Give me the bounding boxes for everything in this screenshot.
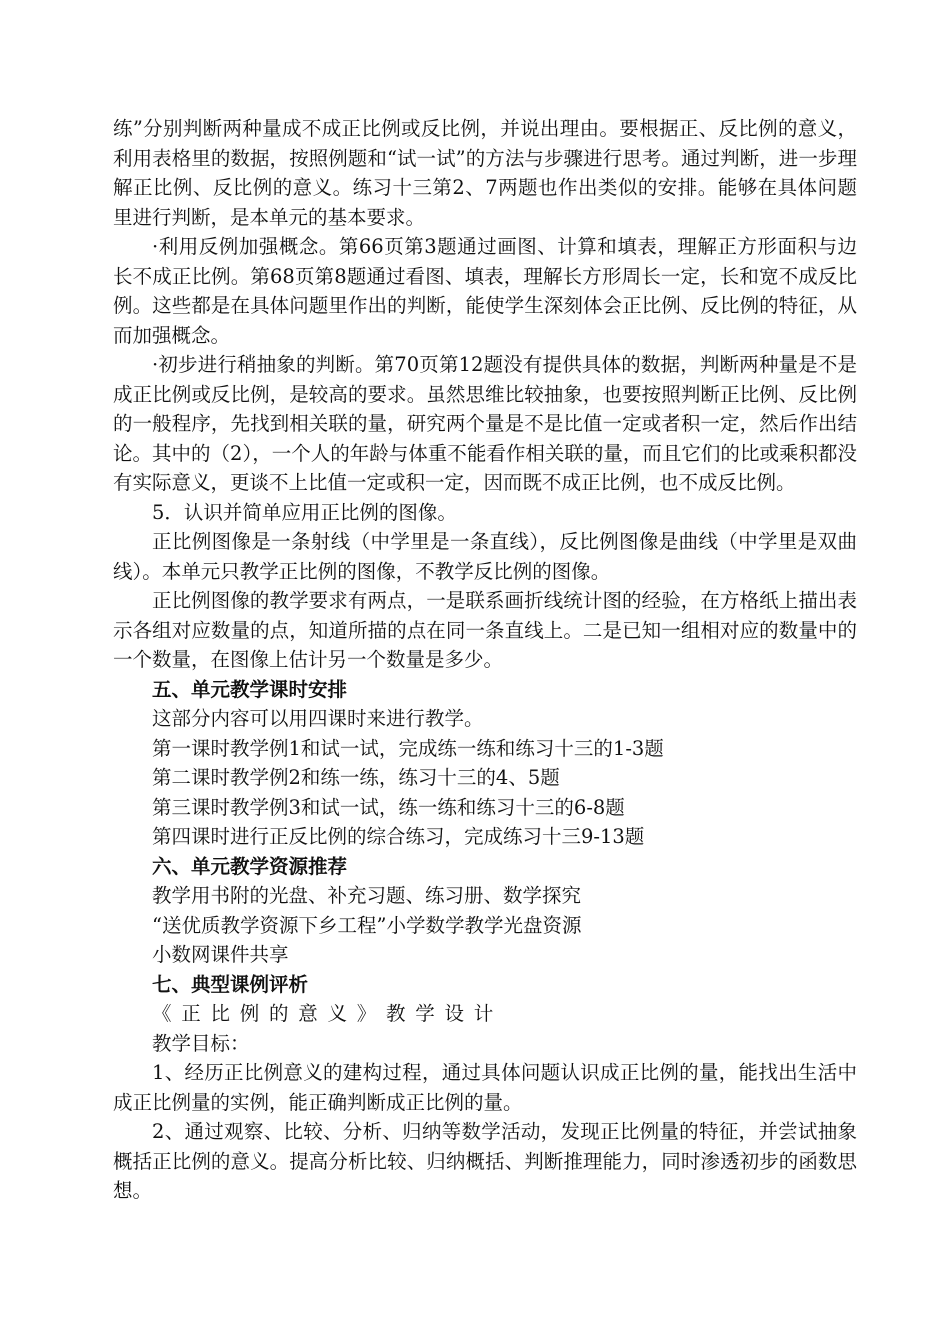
section-heading-case-study: 七、典型课例评析 [152,972,309,996]
goal-item-2: 2、通过观察、比较、分析、归纳等数学活动，发现正比例量的特征，并尝试抽象概括正比例的意义。提高分析比较、归纳概括、判断推理能力，同时渗透初步的函数思想。 [113,1120,857,1202]
schedule-intro: 这部分内容可以用四课时来进行教学。 [152,707,484,730]
lesson-item: 第三课时教学例3和试一试，练一练和练习十三的6-8题 [152,795,625,819]
paragraph-graph-types: 正比例图像是一条射线（中学里是一条直线），反比例图像是曲线（中学里是双曲线）。本单元只教学正比例的图像，不教学反比例的图像。 [113,530,857,583]
paragraph-abstract-judgment: ·初步进行稍抽象的判断。第70页第12题没有提供具体的数据，判断两种量是不是成正比例或反比例，是较高的要求。虽然思维比较抽象，也要按照判断正比例、反比例的一般程序，先找到相关联的量，研究两个量是不是比值一定或者积一定，然后作出结论。其中的（2），一个人的年龄与体重不能看作相关联的量，而且它们的比或乘积都没有实际意义，更谈不上比值一定或积一定，因而既不成正比例，也不成反比例。 [113,353,857,494]
paragraph-graph-requirements: 正比例图像的教学要求有两点，一是联系画折线统计图的经验，在方格纸上描出表示各组对应数量的点，知道所描的点在同一条直线上。二是已知一组相对应的数量中的一个数量，在图像上估计另一个数量是多少。 [113,589,857,671]
paragraph-counterexample: ·利用反例加强概念。第66页第3题通过画图、计算和填表，理解正方形面积与边长不成正比例。第68页第8题通过看图、填表，理解长方形周长一定，长和宽不成反比例。这些都是在具体问题里作出的判断，能使学生深刻体会正比例、反比例的特征，从而加强概念。 [113,235,857,347]
resource-item: “送优质教学资源下乡工程”小学数学教学光盘资源 [152,913,582,937]
lesson-item: 第二课时教学例2和练一练，练习十三的4、5题 [152,766,560,789]
section-heading-resources: 六、单元教学资源推荐 [152,854,348,878]
section-heading-schedule: 五、单元教学课时安排 [152,677,348,701]
lesson-item: 第一课时教学例1和试一试，完成练一练和练习十三的1-3题 [152,736,664,760]
document-body [113,114,857,1206]
paragraph-point-5: 5．认识并简单应用正比例的图像。 [152,500,457,524]
paragraph-judgment-practice: 练”分别判断两种量成不成正比例或反比例，并说出理由。要根据正、反比例的意义，利用表格里的数据，按照例题和“试一试”的方法与步骤进行思考。通过判断，进一步理解正比例、反比例的意义。练习十三第2、7两题也作出类似的安排。能够在具体问题里进行判断，是本单元的基本要求。 [113,117,857,229]
lesson-item: 第四课时进行正反比例的综合练习，完成练习十三9-13题 [152,825,645,848]
goal-item-1: 1、经历正比例意义的建构过程，通过具体问题认识成正比例的量，能找出生活中成正比例量的实例，能正确判断成正比例的量。 [113,1061,857,1114]
design-title: 《正比例的意义》教学设计 [152,1002,504,1025]
resource-item: 小数网课件共享 [152,943,289,966]
goals-label: 教学目标： [152,1031,250,1055]
resource-item: 教学用书附的光盘、补充习题、练习册、数学探究 [152,884,582,907]
